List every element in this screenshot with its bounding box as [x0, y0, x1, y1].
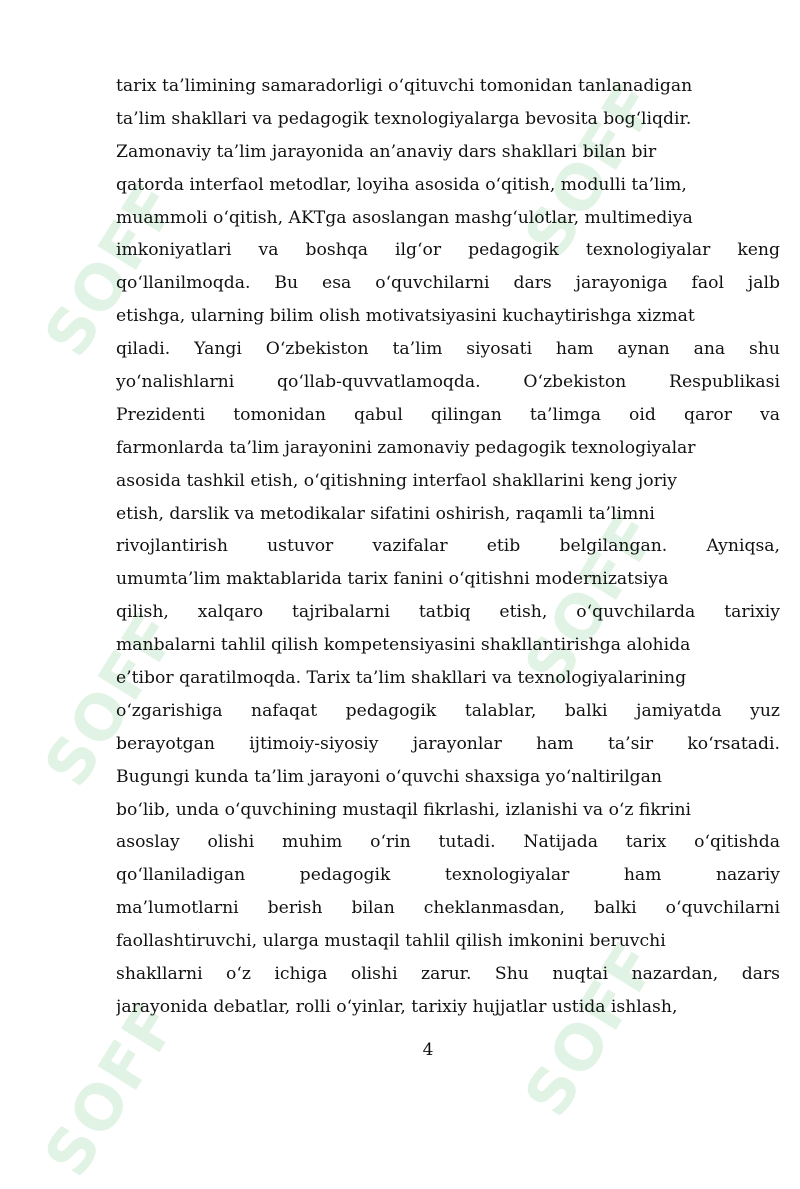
watermark-logo: SOFF: [510, 68, 673, 269]
page-number: 4: [422, 1040, 434, 1060]
text-line: qo‘llanilmoqda. Bu esa o‘quvchilarni dars jarayoniga faol jalb: [116, 273, 780, 294]
text-line: bo‘lib, unda o‘quvchining mustaqil fikrlashi, izlanishi va o‘z fikrini: [116, 799, 692, 820]
text-line: asoslay olishi muhim o‘rin tutadi. Natijada tarix o‘qitishda: [116, 832, 780, 853]
text-line: Bugungi kunda ta’lim jarayoni o‘quvchi shaxsiga yo‘naltirilgan: [116, 766, 662, 787]
text-line: Zamonaviy ta’lim jarayonida an’anaviy dars shakllari bilan bir: [116, 141, 657, 162]
text-line: yo‘nalishlarni qo‘llab-quvvatlamoqda. O‘zbekiston Respublikasi: [116, 372, 780, 393]
watermark-logo: SOFF: [30, 168, 193, 369]
text-line: qo‘llaniladigan pedagogik texnologiyalar ham nazariy: [116, 865, 780, 886]
text-line: Prezidenti tomonidan qabul qilingan ta’limga oid qaror va: [116, 404, 780, 425]
text-line: qiladi. Yangi O‘zbekiston ta’lim siyosati ham aynan ana shu: [116, 339, 780, 360]
text-line: ma’lumotlarni berish bilan cheklanmasdan, balki o‘quvchilarni: [116, 898, 780, 919]
text-line: muammoli o‘qitish, AKTga asoslangan mashg‘ulotlar, multimediya: [116, 207, 693, 228]
text-line: etish, darslik va metodikalar sifatini oshirish, raqamli ta’limni: [116, 503, 655, 524]
text-line: shakllarni o‘z ichiga olishi zarur. Shu nuqtai nazardan, dars: [116, 964, 780, 985]
text-line: imkoniyatlari va boshqa ilg‘or pedagogik texnologiyalar keng: [116, 240, 780, 261]
text-line: jarayonida debatlar, rolli o‘yinlar, tarixiy hujjatlar ustida ishlash,: [116, 996, 678, 1017]
text-line: tarix ta’limining samaradorligi o‘qituvchi tomonidan tanlanadigan: [116, 76, 693, 96]
text-line: farmonlarda ta’lim jarayonini zamonaviy pedagogik texnologiyalar: [116, 437, 696, 458]
watermark-logo: SOFF: [30, 988, 193, 1189]
document-body: [116, 70, 780, 1024]
text-line: ta’lim shakllari va pedagogik texnologiyalarga bevosita bog‘liqdir.: [116, 108, 692, 129]
text-line: asosida tashkil etish, o‘qitishning interfaol shakllarini keng joriy: [116, 470, 677, 491]
text-line: etishga, ularning bilim olish motivatsiyasini kuchaytirishga xizmat: [116, 306, 695, 327]
text-line: berayotgan ijtimoiy-siyosiy jarayonlar ham ta’sir ko‘rsatadi.: [116, 733, 780, 754]
text-line: qatorda interfaol metodlar, loyiha asosida o‘qitish, modulli ta’lim,: [116, 174, 687, 195]
text-line: manbalarni tahlil qilish kompetensiyasini shakllantirishga alohida: [116, 635, 691, 656]
text-line: umumta’lim maktablarida tarix fanini o‘qitishni modernizatsiya: [116, 569, 669, 590]
text-line: faollashtiruvchi, ularga mustaqil tahlil qilish imkonini beruvchi: [116, 931, 666, 952]
watermark-logo: SOFF: [510, 928, 673, 1129]
text-line: e’tibor qaratilmoqda. Tarix ta’lim shakllari va texnologiyalarining: [116, 668, 687, 689]
text-line: o‘zgarishiga nafaqat pedagogik talablar, balki jamiyatda yuz: [116, 700, 780, 721]
text-line: rivojlantirish ustuvor vazifalar etib belgilangan. Ayniqsa,: [116, 536, 780, 557]
watermark-logo: SOFF: [510, 498, 673, 699]
text-line: qilish, xalqaro tajribalarni tatbiq etish, o‘quvchilarda tarixiy: [116, 602, 780, 623]
watermark-logo: SOFF: [30, 598, 193, 799]
